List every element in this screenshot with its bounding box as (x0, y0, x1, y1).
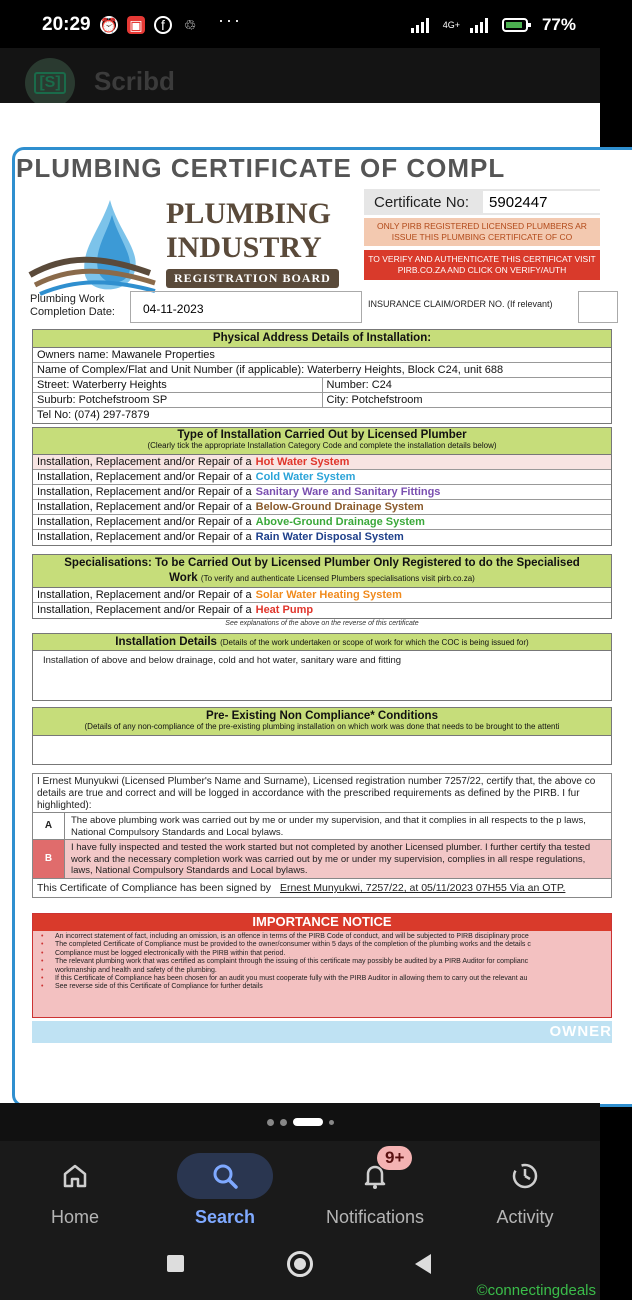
specialisations-heading: Specialisations: To be Carried Out by Licensed Plumber Only Registered to do the Specialised Work (To verify and authenticate Licensed Plumbers specialisations visit pirb.co.za) (33, 555, 611, 588)
search-icon (177, 1153, 273, 1199)
specialisations-section (32, 554, 612, 619)
importance-heading: IMPORTANCE NOTICE (33, 914, 611, 931)
importance-item: • workmanship and health and safety of the plumbing. (33, 967, 611, 975)
installation-details-section (32, 633, 612, 701)
nav-home[interactable] (0, 1141, 150, 1241)
importance-item: • The completed Certificate of Compliance must be provided to the owner/consumer within 5 days of the completion of the plumbing works and the details c (33, 941, 611, 949)
sync-icon: ♲ (183, 16, 197, 33)
nav-search-label: Search (194, 1207, 256, 1227)
installation-category: Below-Ground Drainage System (255, 501, 424, 513)
importance-item: • An incorrect statement of fact, including an omission, is an offence in terms of the PIRB Code of conduct, and will be subjected to PIRB disciplinary proce (33, 933, 611, 941)
recents-button[interactable] (167, 1255, 184, 1272)
certificate-number-label: Certificate No: (374, 193, 470, 211)
declaration (32, 773, 612, 898)
specialisation-row (33, 588, 611, 603)
tel-no: Tel No: (074) 297-7879 (37, 409, 150, 421)
nav-notifications[interactable] (300, 1141, 450, 1241)
owner-name: Owners name: Mawanele Properties (33, 348, 611, 363)
signal-icon-2 (470, 17, 492, 33)
installation-type-row (33, 455, 611, 470)
specialisation-category: Heat Pump (255, 604, 314, 616)
battery-percent: 77% (541, 15, 576, 34)
non-compliance-section (32, 707, 612, 765)
nav-activity-label: Activity (496, 1207, 554, 1227)
installation-prefix: Installation, Replacement and/or Repair of a (37, 531, 252, 543)
certificate-number-box (364, 189, 600, 215)
notification-icons (100, 16, 199, 34)
address-section (32, 329, 612, 424)
certificate-title: PLUMBING CERTIFICATE OF COMPL (16, 153, 506, 183)
pirb-word-1: PLUMBING (166, 197, 331, 230)
pirb-badge: REGISTRATION BOARD (166, 269, 339, 288)
address-heading: Physical Address Details of Installation: (33, 330, 611, 348)
page-dot (329, 1120, 334, 1125)
installation-type-row (33, 515, 611, 530)
completion-date-label: Plumbing Work Completion Date: (30, 293, 115, 318)
notification-badge: 9+ (377, 1146, 412, 1170)
pirb-word-2: INDUSTRY (166, 231, 322, 264)
status-bar (0, 0, 600, 48)
home-button[interactable] (287, 1251, 313, 1277)
installation-prefix: Installation, Replacement and/or Repair of a (37, 501, 252, 513)
insurance-label: INSURANCE CLAIM/ORDER NO. (If relevant) (368, 299, 553, 309)
installation-type-row (33, 530, 611, 545)
specialisation-category: Solar Water Heating System (255, 589, 402, 601)
street: Street: Waterberry Heights (33, 378, 323, 392)
page-indicator (0, 1103, 600, 1141)
installation-type-row (33, 500, 611, 515)
installation-prefix: Installation, Replacement and/or Repair of a (37, 589, 252, 601)
completion-date: 04-11-2023 (130, 291, 362, 323)
declaration-a: A The above plumbing work was carried out by me or under my supervision, and that it complies in all respects to the p laws, National Compulsory Standards and Local bylaws. (32, 813, 612, 840)
network-type: 4G+ (442, 20, 460, 30)
activity-icon (477, 1153, 573, 1199)
installation-type-section (32, 427, 612, 546)
status-time: 20:29 (42, 14, 91, 35)
nav-search[interactable] (150, 1141, 300, 1241)
nav-notifications-label: Notifications (325, 1207, 425, 1227)
installation-category: Sanitary Ware and Sanitary Fittings (255, 486, 441, 498)
importance-item: • If this Certificate of Compliance has been chosen for an audit you must cooperate fully with the PIRB Auditor in allowing them to carry out the relevant au (33, 975, 611, 983)
watermark: ©connectingdeals (476, 1282, 596, 1299)
suburb: Suburb: Potchefstroom SP (33, 393, 323, 407)
suburb-row (33, 393, 611, 408)
installation-details-text: Installation of above and below drainage, cold and hot water, sanitary ware and fitting (43, 655, 402, 666)
app-title: Scribd (94, 66, 175, 96)
installation-prefix: Installation, Replacement and/or Repair of a (37, 456, 252, 468)
signal-icon (411, 17, 433, 33)
installation-type-row (33, 485, 611, 500)
installation-category: Cold Water System (255, 471, 356, 483)
signed-by: This Certificate of Compliance has been signed by Ernest Munyukwi, 7257/22, at 05/11/2023 07H55 Via an OTP. (32, 879, 612, 898)
declaration-b: B I have fully inspected and tested the work started but not completed by another Licensed plumber. I further certify tha tested work and the necessary completion work was carried out by me or under my supervision, complies in all respe regulations, laws, National Compulsory Standards and Local bylaws. (32, 840, 612, 879)
insurance-box (578, 291, 618, 323)
app-bar (0, 48, 600, 105)
verify-notice: TO VERIFY AND AUTHENTICATE THIS CERTIFICAT VISIT PIRB.CO.ZA AND CLICK ON VERIFY/AUTH (364, 250, 600, 280)
specialisations-footnote: See explanations of the above on the reverse of this certificate (225, 620, 419, 627)
facebook-icon: f (154, 16, 172, 34)
document-viewer[interactable] (0, 103, 612, 1103)
importance-notice (32, 913, 612, 1018)
installation-category: Above-Ground Drainage System (255, 516, 425, 528)
installation-prefix: Installation, Replacement and/or Repair of a (37, 471, 252, 483)
declaration-intro: I Ernest Munyukwi (Licensed Plumber's Name and Surname), Licensed registration number 7257/22, certify that, the above co details are true and correct and will be logged in accordance with the prescribed requirements as defined by the PIRB. I fur highlighted): (32, 773, 612, 813)
certificate-number: 5902447 (483, 191, 600, 213)
owner-bar (32, 1021, 612, 1043)
water-drop-logo-icon (30, 195, 160, 305)
installation-category: Hot Water System (255, 456, 350, 468)
bottom-nav (0, 1141, 600, 1241)
back-button[interactable] (415, 1254, 431, 1274)
installation-prefix: Installation, Replacement and/or Repair of a (37, 486, 252, 498)
installation-details-heading: Installation Details (Details of the work undertaken or scope of work for which the COC is being issued for) (33, 634, 611, 651)
alarm-icon: ⏰ (100, 16, 118, 33)
number: Number: C24 (326, 379, 392, 391)
app-notification-icon: ▣ (127, 16, 145, 34)
nav-home-label: Home (50, 1207, 99, 1227)
page-dot (280, 1119, 287, 1126)
more-notifications-icon: ··· (218, 10, 242, 30)
street-row (33, 378, 611, 393)
licensed-notice: ONLY PIRB REGISTERED LICENSED PLUMBERS AR ISSUE THIS PLUMBING CERTIFICATE OF CO (364, 218, 600, 246)
installation-prefix: Installation, Replacement and/or Repair of a (37, 516, 252, 528)
pirb-wordmark (166, 197, 339, 288)
owner-label: OWNER (549, 1023, 612, 1040)
importance-item: • Compliance must be logged electronically with the PIRB within that period. (33, 950, 611, 958)
scribd-logo-icon: [S] (25, 58, 75, 108)
battery-icon (502, 17, 532, 33)
nav-activity[interactable] (450, 1141, 600, 1241)
complex-name: Name of Complex/Flat and Unit Number (if applicable): Waterberry Heights, Block C24, unit 688 (33, 363, 611, 378)
importance-item: • The relevant plumbing work that was certified as complaint through the issuing of this certificate may possibly be audited by a PIRB Auditor for complianc (33, 958, 611, 966)
status-right (411, 15, 576, 35)
specialisation-row (33, 603, 611, 618)
city: City: Potchefstroom (326, 394, 423, 406)
page-dot-active (293, 1118, 323, 1126)
page-dot (267, 1119, 274, 1126)
importance-item: • See reverse side of this Certificate of Compliance for further details (33, 983, 611, 991)
installation-category: Rain Water Disposal System (255, 531, 404, 543)
non-compliance-heading: Pre- Existing Non Compliance* Conditions (Details of any non-compliance of the pre-existing plumbing installation on which work was done that needs to be brought to the attenti (33, 708, 611, 736)
bell-icon (327, 1148, 423, 1199)
installation-type-row (33, 470, 611, 485)
installation-prefix: Installation, Replacement and/or Repair of a (37, 604, 252, 616)
home-icon (27, 1153, 123, 1199)
installation-type-heading: Type of Installation Carried Out by Licensed Plumber (Clearly tick the appropriate Installation Category Code and complete the installation details below) (33, 428, 611, 455)
